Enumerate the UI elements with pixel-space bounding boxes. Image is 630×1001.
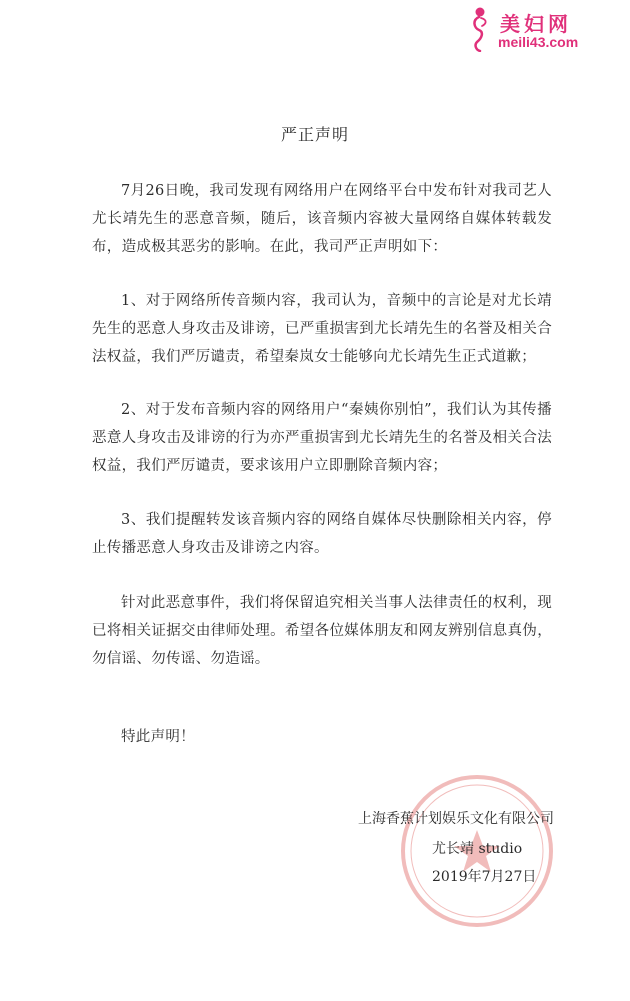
paragraph-point-3: 3、我们提醒转发该音频内容的网络自媒体尽快删除相关内容，停止传播恶意人身攻击及诽谤之内容。 bbox=[92, 512, 552, 556]
paragraph-intro: 7月26日晚，我司发现有网络用户在网络平台中发布针对我司艺人尤长靖先生的恶意音频，随后，该音频内容被大量网络自媒体转载发布，造成极其恶劣的影响。在此，我司严正声明如下： bbox=[92, 183, 552, 255]
watermark-site-name: 美妇网 bbox=[500, 12, 572, 36]
signature-date: 2019年7月27日 bbox=[432, 869, 537, 885]
signature-company: 上海香蕉计划娱乐文化有限公司 bbox=[358, 811, 554, 827]
woman-figure-icon bbox=[466, 6, 492, 52]
paragraph-point-2: 2、对于发布音频内容的网络用户“秦姨你别怕”，我们认为其传播恶意人身攻击及诽谤的行为亦严重损害到尤长靖先生的名誉及相关合法权益，我们严厉谴责，要求该用户立即删除音频内容； bbox=[92, 402, 552, 474]
paragraph-point-1: 1、对于网络所传音频内容，我司认为，音频中的言论是对尤长靖先生的恶意人身攻击及诽谤，已严重损害到尤长靖先生的名誉及相关合法权益，我们严厉谴责，希望秦岚女士能够向尤长靖先生正式道歉； bbox=[92, 293, 552, 365]
signature-studio: 尤长靖 studio bbox=[432, 841, 523, 857]
site-watermark bbox=[466, 6, 616, 54]
watermark-url: meili43.com bbox=[498, 34, 579, 50]
closing-statement: 特此声明！ bbox=[121, 729, 195, 745]
paragraph-conclusion: 针对此恶意事件，我们将保留追究相关当事人法律责任的权利，现已将相关证据交由律师处理。希望各位媒体朋友和网友辨别信息真伪，勿信谣、勿传谣、勿造谣。 bbox=[92, 595, 552, 667]
document-title: 严正声明 bbox=[280, 125, 349, 144]
